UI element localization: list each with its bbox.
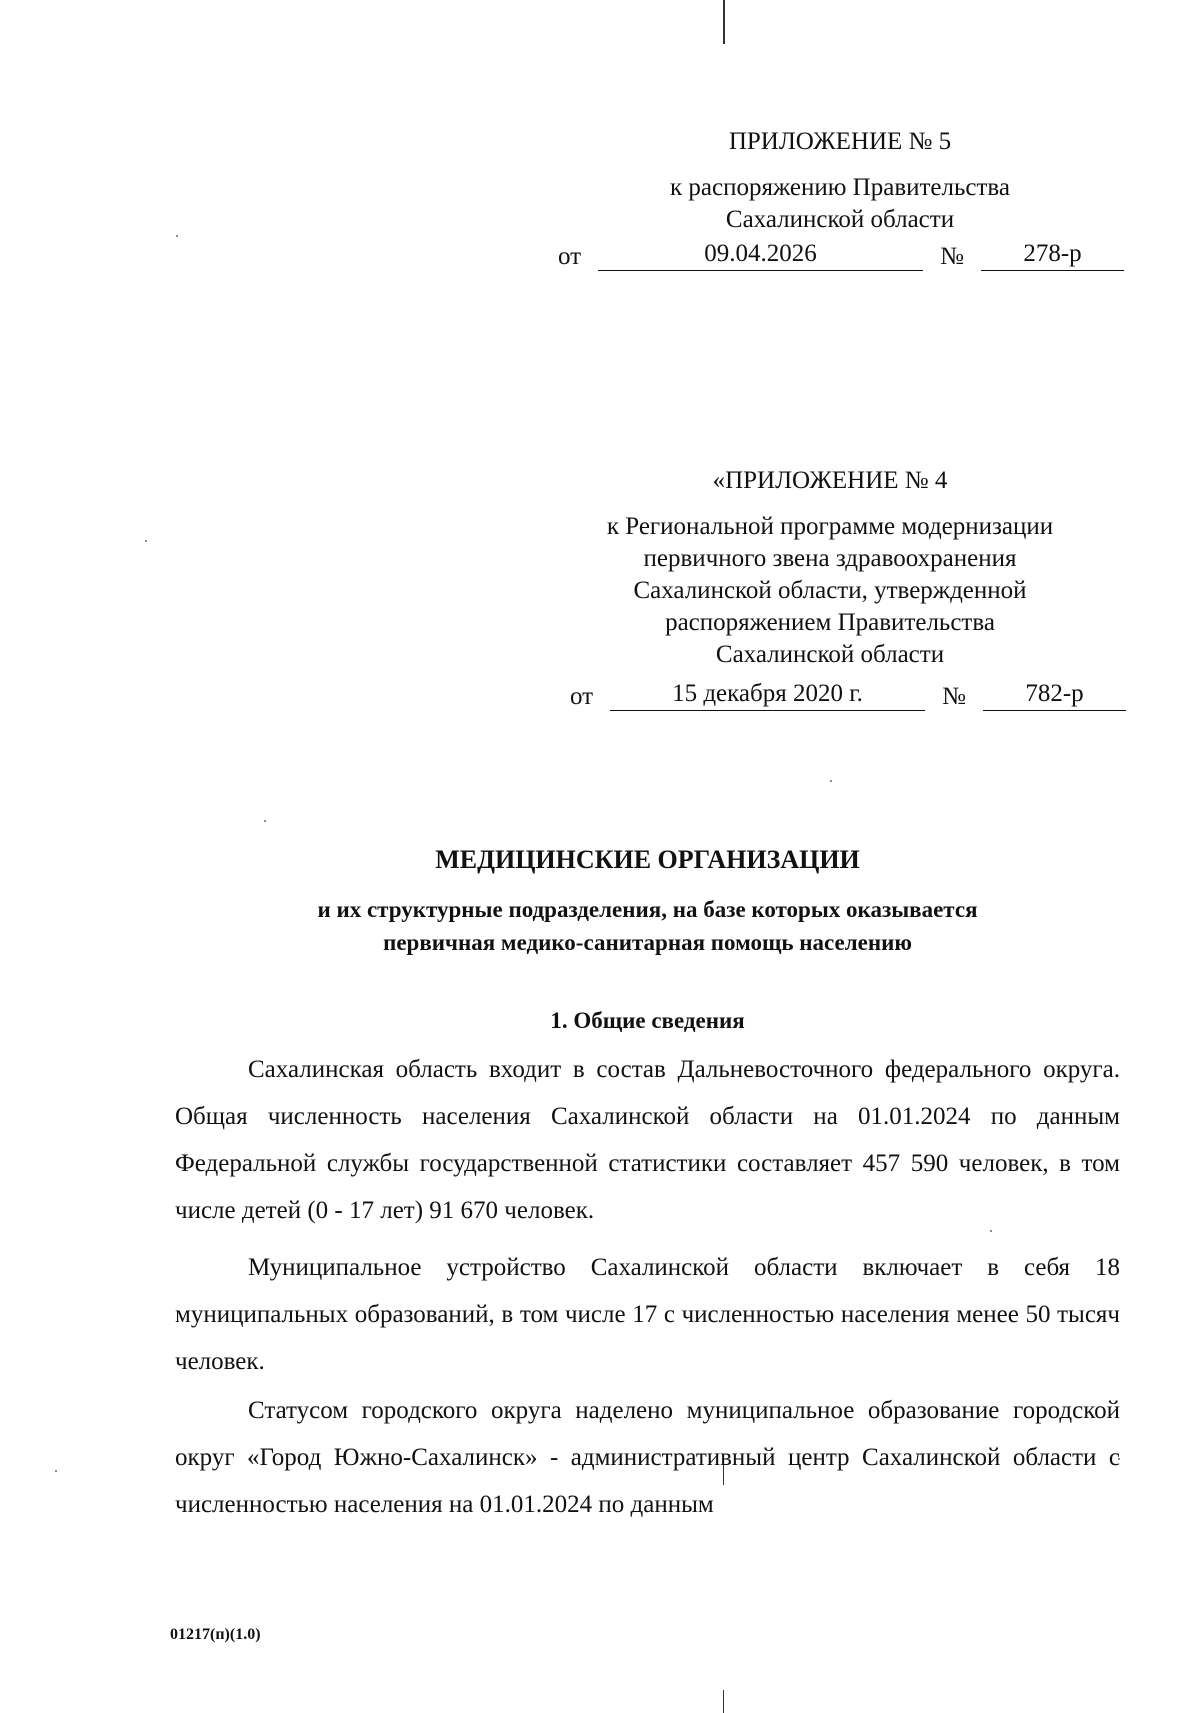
appendix5-title: ПРИЛОЖЕНИЕ № 5	[728, 128, 952, 155]
appendix4-ot-label: от	[570, 683, 594, 710]
appendix4-number: 782-р	[983, 680, 1126, 711]
appendix4-number-sign: №	[942, 683, 966, 710]
paragraph-municipal-structure: Муниципальное устройство Сахалинской области включает в себя 18 муниципальных образований, в том числе 17 с численностью населения менее 50 тысяч человек.	[175, 1254, 1120, 1375]
appendix4-header	[570, 465, 1090, 671]
appendix5-line2: Сахалинской области	[725, 206, 955, 233]
appendix4-line: первичного звена здравоохранения	[643, 545, 1017, 572]
appendix5-number: 278-р	[981, 240, 1124, 271]
appendix5-ot-label: от	[558, 243, 582, 270]
document-title: МЕДИЦИНСКИЕ ОРГАНИЗАЦИИ	[435, 845, 860, 874]
scan-artifact-line-top	[723, 0, 725, 44]
scan-speck	[145, 540, 147, 542]
appendix4-date: 15 декабря 2020 г.	[610, 680, 925, 711]
scan-artifact-line-bottom	[723, 1690, 724, 1713]
appendix5-date-line	[558, 240, 1124, 271]
appendix5-date: 09.04.2026	[598, 240, 923, 271]
appendix4-title: «ПРИЛОЖЕНИЕ № 4	[712, 467, 948, 494]
document-subtitle-line1: и их структурные подразделения, на базе которых оказывается	[317, 897, 978, 922]
appendix5-number-sign: №	[940, 243, 964, 270]
scan-speck	[176, 235, 178, 237]
appendix5-header	[620, 126, 1060, 236]
appendix4-line: распоряжением Правительства	[665, 609, 995, 636]
scan-speck	[830, 780, 832, 782]
paragraph-city-district: Статусом городского округа наделено муниципальное образование городской округ «Город Южно-Сахалинск» - административный центр Сахалинской области с численностью населения на 01.01.2024 по данным	[175, 1397, 1120, 1518]
appendix4-line: Сахалинской области	[715, 641, 945, 668]
scan-speck	[55, 1470, 57, 1472]
section-heading: 1. Общие сведения	[550, 1008, 745, 1033]
footer-form-code: 01217(п)(1.0)	[170, 1626, 261, 1643]
scan-speck	[264, 820, 266, 822]
document-subtitle	[175, 893, 1120, 959]
appendix4-line: к Региональной программе модернизации	[606, 513, 1054, 540]
document-subtitle-line2: первичная медико-санитарная помощь населению	[383, 930, 912, 955]
appendix4-line: Сахалинской области, утвержденной	[633, 577, 1027, 604]
appendix5-line1: к распоряжению Правительства	[669, 174, 1010, 201]
appendix4-date-line	[570, 680, 1126, 711]
paragraph-general-info: Сахалинская область входит в состав Дальневосточного федерального округа. Общая численность населения Сахалинской области на 01.01.2024 по данным Федеральной службы государственной статистики составляет 457 590 человек, в том числе детей (0 - 17 лет) 91 670 человек.	[175, 1056, 1120, 1224]
